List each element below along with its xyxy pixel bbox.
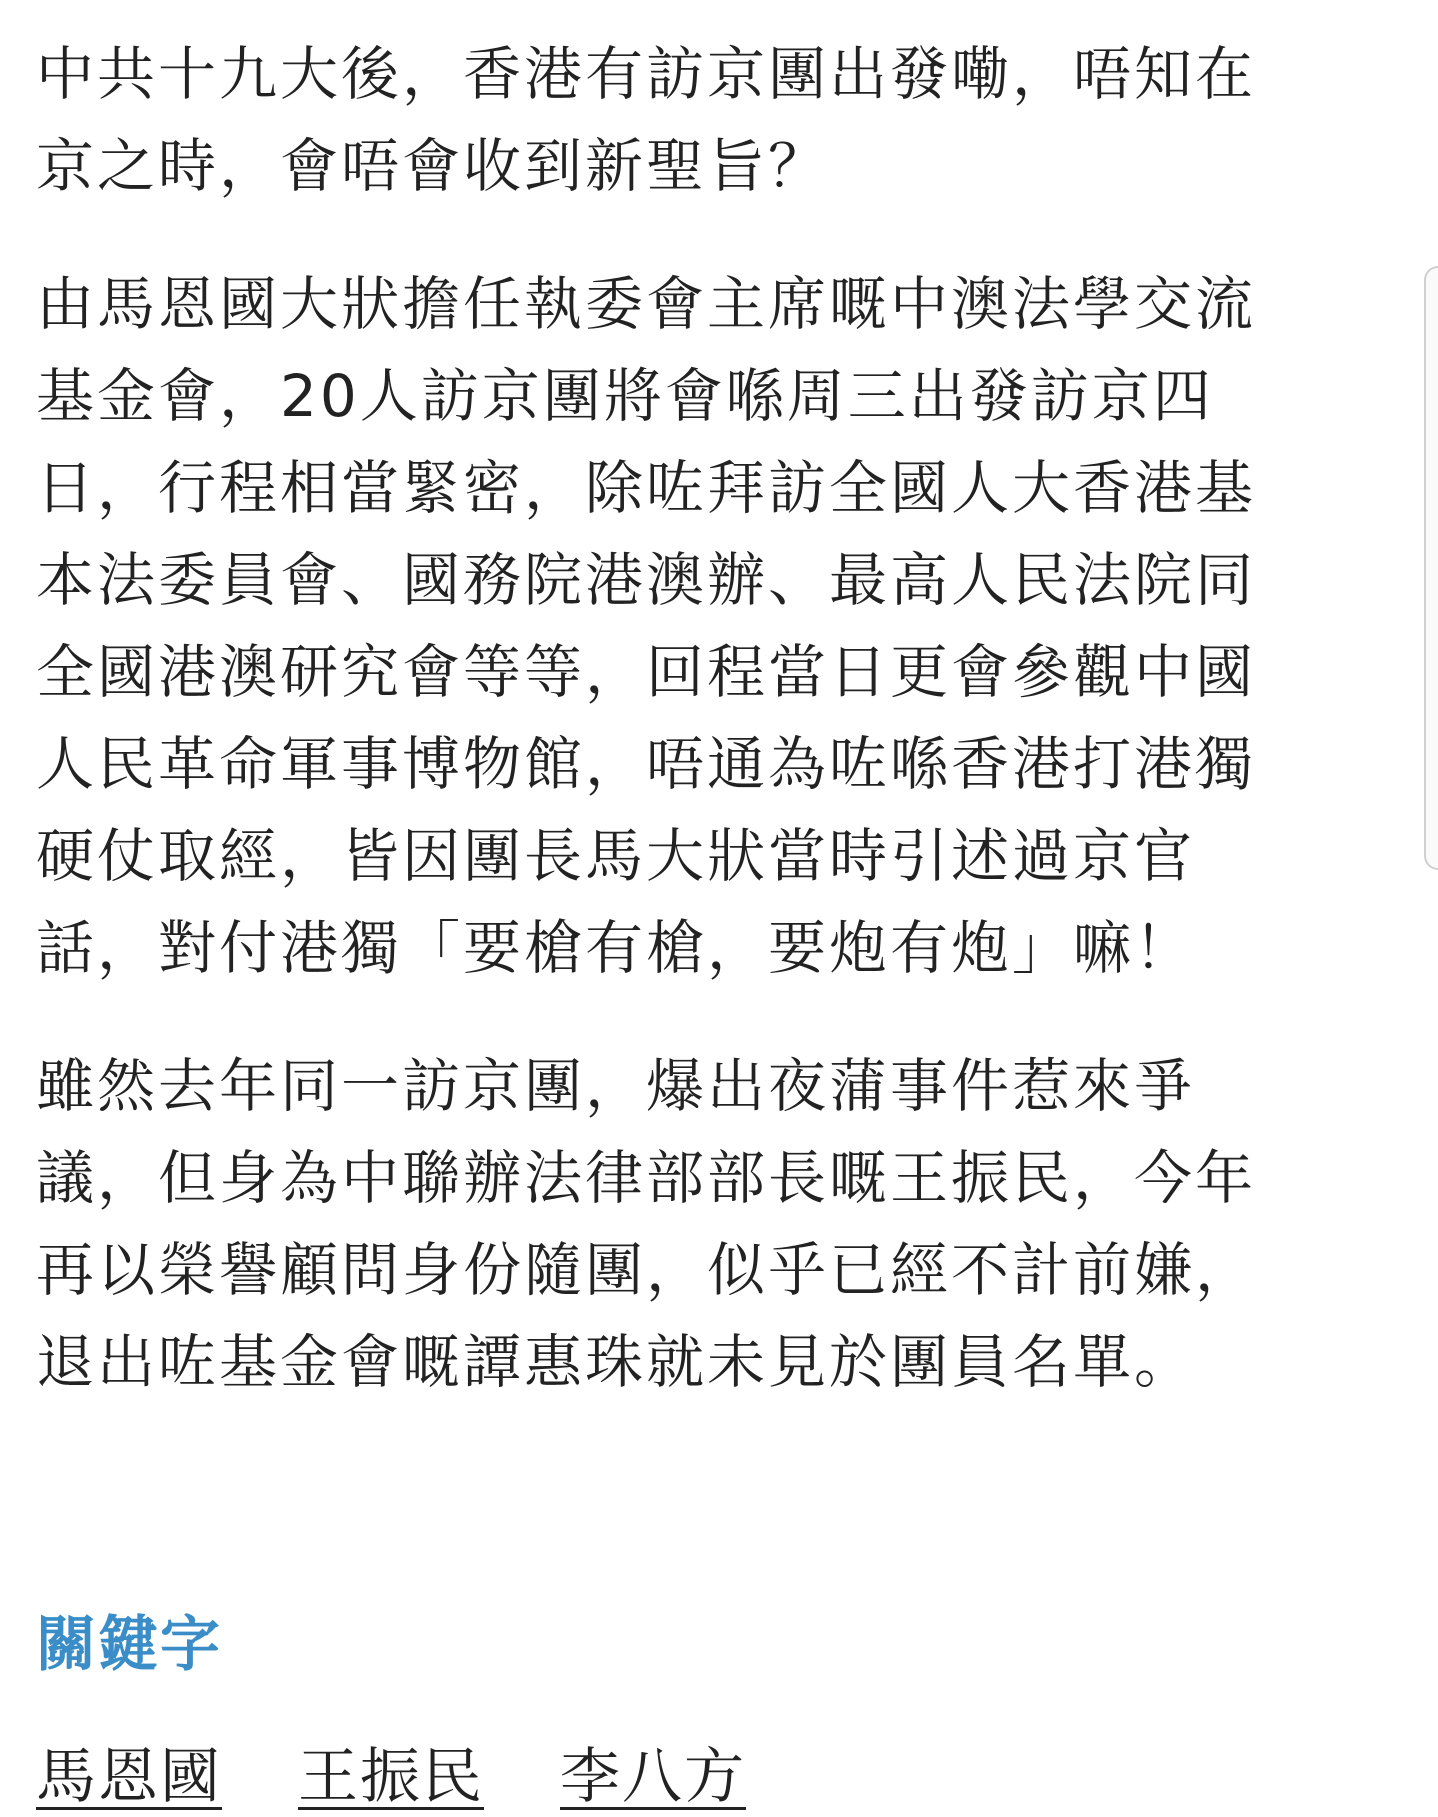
article-body [36, 28, 1366, 1454]
scroll-indicator[interactable] [1424, 266, 1438, 870]
keyword-link-ma-yan-kwok[interactable]: 馬恩國 [36, 1742, 222, 1812]
article-paragraph-3: 雖然去年同一訪京團，爆出夜蒲事件惹來爭 議，但身為中聯辦法律部部長嘅王振民，今年 再以榮譽顧問身份隨團，似乎已經不計前嫌， 退出咗基金會嘅譚惠珠就未見於團員名單。 [36, 1052, 1257, 1396]
article-paragraph-1: 中共十九大後，香港有訪京團出發嘞，唔知在 京之時，會唔會收到新聖旨？ [36, 40, 1257, 200]
keyword-link-lee-bat-fong[interactable]: 李八方 [560, 1742, 746, 1812]
keywords-list [36, 1737, 1366, 1817]
keyword-link-wang-zhenmin[interactable]: 王振民 [298, 1742, 484, 1812]
keywords-heading: 關鍵字 [36, 1610, 222, 1680]
article-paragraph-2: 由馬恩國大狀擔任執委會主席嘅中澳法學交流 基金會，20人訪京團將會喺周三出發訪京四 日，行程相當緊密，除咗拜訪全國人大香港基 本法委員會、國務院港澳辦、最高人民法院同 全國港澳研究會等等，回程當日更會參觀中國 人民革命軍事博物館，唔通為咗喺香港打港獨 硬仗取經，皆因團長馬大狀當時引述過京官 話，對付港獨「要槍有槍，要炮有炮」嘛！ [36, 270, 1257, 982]
keywords-section [36, 1605, 1366, 1817]
